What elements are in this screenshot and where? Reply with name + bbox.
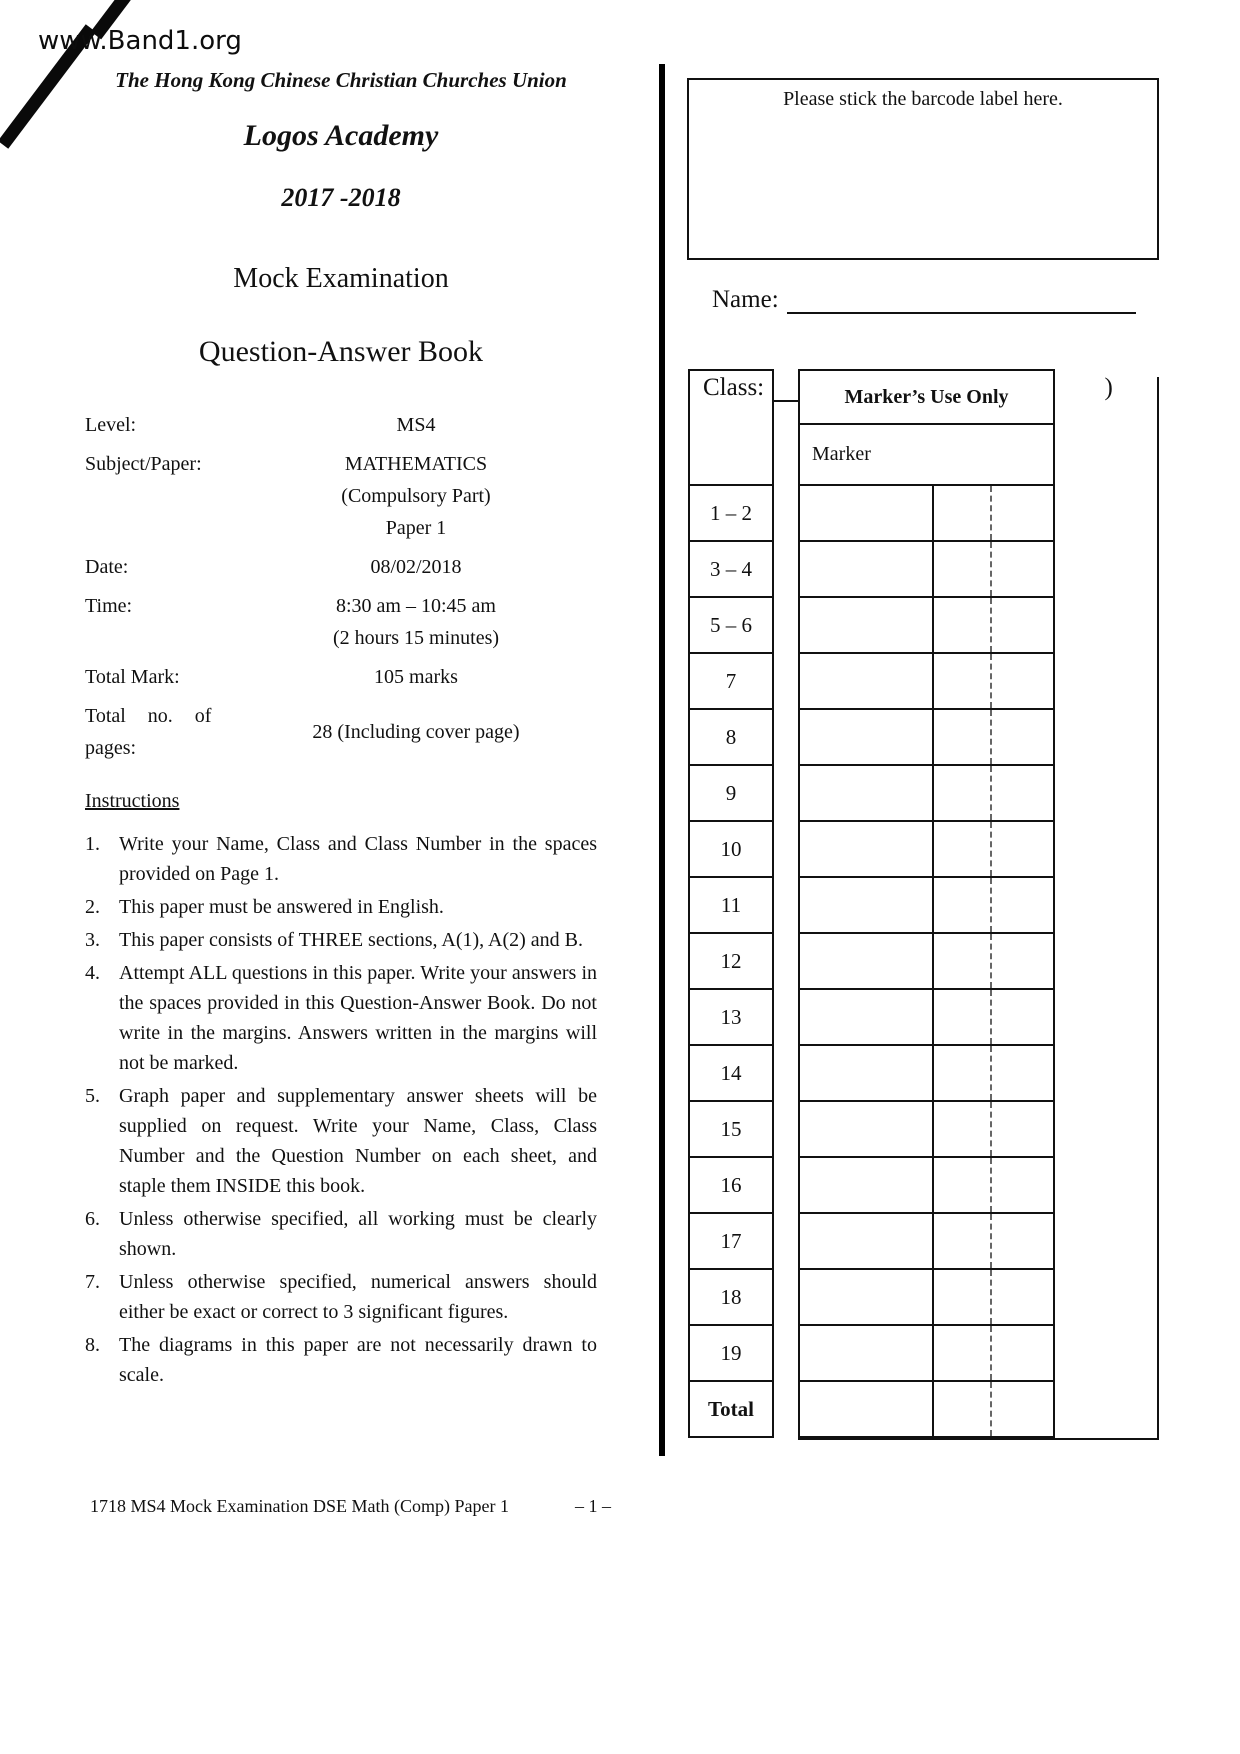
marker-grid-cell (800, 710, 934, 764)
instruction-number: 7. (85, 1271, 100, 1293)
question-number-cell: 15 (688, 1100, 774, 1158)
marker-grid-row (798, 596, 1055, 654)
detail-value-line: MS4 (396, 414, 436, 436)
marker-grid-cell (934, 1382, 992, 1436)
detail-value (235, 409, 597, 441)
instruction-item (85, 1267, 597, 1327)
detail-label-line: Level: (85, 414, 137, 436)
instruction-text: The diagrams in this paper are not necessarily drawn to scale. (119, 1334, 597, 1386)
detail-value-line: 08/02/2018 (370, 556, 462, 578)
question-number-cell: 5 – 6 (688, 596, 774, 654)
detail-label (85, 409, 235, 441)
detail-value (235, 590, 597, 654)
instruction-text: Attempt ALL questions in this paper. Write your answers in the spaces provided in this Question-Answer Book. Do not write in the margins. Answers written in the margins will not be marked. (119, 962, 597, 1074)
marker-grid-cell (934, 878, 992, 932)
marker-grid-cell (934, 1102, 992, 1156)
column-divider (659, 64, 665, 1456)
question-number-cell: 10 (688, 820, 774, 878)
organization-title: The Hong Kong Chinese Christian Churches Union (115, 68, 567, 92)
school-year: 2017 -2018 (281, 183, 401, 212)
instruction-number: 6. (85, 1208, 100, 1230)
question-number-cell: 11 (688, 876, 774, 934)
detail-label (85, 448, 235, 480)
marker-grid-row (798, 1212, 1055, 1270)
marker-grid-row (798, 1100, 1055, 1158)
marker-grid-cell (800, 1158, 934, 1212)
marker-grid-cell (992, 710, 1053, 764)
marker-grid-cell (934, 766, 992, 820)
marker-grid-cell (992, 486, 1053, 540)
barcode-box-label: Please stick the barcode label here. (783, 88, 1063, 110)
marker-grid-cell (934, 1270, 992, 1324)
question-number-cell: 19 (688, 1324, 774, 1382)
marker-grid-cell (934, 1046, 992, 1100)
instruction-text: This paper consists of THREE sections, A(1), A(2) and B. (119, 929, 584, 951)
instruction-number: 8. (85, 1334, 100, 1356)
marker-grid-cell (800, 654, 934, 708)
detail-row (85, 448, 597, 544)
marker-grid-cell (800, 990, 934, 1044)
question-number-column (688, 369, 774, 1438)
marker-grid-row (798, 1044, 1055, 1102)
instruction-number: 1. (85, 833, 100, 855)
detail-label-line: Time: (85, 595, 133, 617)
marker-grid-row (798, 932, 1055, 990)
instruction-number: 4. (85, 962, 100, 984)
detail-value-line: MATHEMATICS (344, 453, 488, 475)
marker-grid-cell (992, 1382, 1053, 1436)
exam-title: Mock Examination (233, 263, 449, 294)
detail-label (85, 700, 235, 764)
marker-grid-cell (800, 1270, 934, 1324)
marker-grid-cell (992, 1102, 1053, 1156)
marker-grid-cell (800, 1102, 934, 1156)
marker-grid-cell (800, 1214, 934, 1268)
marker-grid-cell (992, 878, 1053, 932)
detail-row (85, 661, 597, 693)
marker-grid-cell (800, 822, 934, 876)
detail-value-line: 105 marks (374, 666, 458, 688)
marker-subheader: Marker (798, 423, 1055, 486)
detail-value-line: 8:30 am – 10:45 am (336, 595, 496, 617)
marker-grid-cell (992, 654, 1053, 708)
marker-grid-cell (800, 542, 934, 596)
marker-grid-cell (800, 1382, 934, 1436)
question-number-cell: 13 (688, 988, 774, 1046)
instruction-number: 5. (85, 1085, 100, 1107)
detail-value-line: (2 hours 15 minutes) (332, 627, 500, 649)
marker-grid-cell (992, 542, 1053, 596)
marker-grid-cell (934, 934, 992, 988)
marker-grid-cell (992, 934, 1053, 988)
marker-grid-cell (992, 1158, 1053, 1212)
question-number-cell: 8 (688, 708, 774, 766)
detail-row (85, 700, 597, 764)
marker-grid-cell (992, 1270, 1053, 1324)
footer-page-number: – 1 – (575, 1496, 611, 1516)
marker-table-title: Marker’s Use Only (798, 369, 1055, 425)
question-number-cell: 1 – 2 (688, 484, 774, 542)
left-column (85, 68, 597, 1393)
marker-grid-cell (800, 598, 934, 652)
detail-label (85, 551, 235, 583)
marker-grid-cell (992, 822, 1053, 876)
marker-grid-cell (934, 1326, 992, 1380)
marker-grid-cell (934, 710, 992, 764)
barcode-box (687, 78, 1159, 260)
marker-grid-cell (800, 766, 934, 820)
instruction-item (85, 958, 597, 1078)
detail-value-line: (Compulsory Part) (341, 485, 491, 507)
marker-grid-cell (992, 598, 1053, 652)
name-label: Name: (712, 286, 779, 313)
name-field-line (787, 284, 1136, 314)
marker-grid-row (798, 876, 1055, 934)
class-label: Class: (703, 374, 765, 401)
marker-grid-row (798, 1324, 1055, 1382)
question-number-cell: Total (688, 1380, 774, 1438)
detail-label-line: Date: (85, 556, 129, 578)
marker-grid-row (798, 820, 1055, 878)
marker-grid-cell (992, 766, 1053, 820)
instruction-item (85, 1204, 597, 1264)
marker-grid-cell (934, 486, 992, 540)
detail-value (235, 551, 597, 583)
instruction-item (85, 1330, 597, 1390)
marker-grid-row (798, 484, 1055, 542)
name-row (712, 284, 1136, 314)
book-title: Question-Answer Book (198, 335, 484, 368)
marker-grid-row (798, 1268, 1055, 1326)
question-number-cell: 12 (688, 932, 774, 990)
marker-grid-cell (934, 542, 992, 596)
marker-grid-cell (934, 654, 992, 708)
marker-grid-cell (992, 1046, 1053, 1100)
instruction-text: Graph paper and supplementary answer sheets will be supplied on request. Write your Name, Class, Class Number and the Question Number on each sheet, and staple them INSIDE this book. (119, 1085, 597, 1197)
marker-grid-cell (800, 1046, 934, 1100)
detail-value (235, 661, 597, 693)
question-number-cell: 7 (688, 652, 774, 710)
marker-grid-row (798, 652, 1055, 710)
question-number-cell: 3 – 4 (688, 540, 774, 598)
table-outer-right-border (1157, 377, 1159, 1440)
marker-grid-cell (800, 878, 934, 932)
detail-row (85, 590, 597, 654)
marker-grid-cell (800, 934, 934, 988)
marker-grid-row (798, 540, 1055, 598)
marker-grid-row (798, 988, 1055, 1046)
marker-grid-cell (934, 1214, 992, 1268)
instruction-item (85, 829, 597, 889)
marker-grid-cell (992, 990, 1053, 1044)
detail-value-line: 28 (Including cover page) (312, 721, 520, 743)
watermark-url: www.Band1.org (38, 26, 242, 56)
instructions-list (85, 829, 597, 1390)
question-number-cell: 14 (688, 1044, 774, 1102)
instruction-text: This paper must be answered in English. (119, 896, 444, 918)
question-number-cell: 18 (688, 1268, 774, 1326)
instruction-number: 3. (85, 929, 100, 951)
footer-document-title: 1718 MS4 Mock Examination DSE Math (Comp) Paper 1 (90, 1496, 509, 1516)
instruction-text: Unless otherwise specified, numerical answers should either be exact or correct to 3 significant figures. (119, 1271, 597, 1323)
detail-label-line: Subject/Paper: (85, 453, 202, 475)
instruction-number: 2. (85, 896, 100, 918)
detail-label-line: pages: (85, 737, 137, 759)
question-number-cell: 17 (688, 1212, 774, 1270)
detail-label-line: Total Mark: (85, 666, 180, 688)
detail-row (85, 551, 597, 583)
marker-grid (798, 369, 1055, 1438)
marker-grid-row (798, 1380, 1055, 1438)
question-number-cell: 16 (688, 1156, 774, 1214)
table-outer-bottom-border (798, 1438, 1159, 1440)
details (85, 409, 597, 764)
instruction-text: Write your Name, Class and Class Number in the spaces provided on Page 1. (119, 833, 597, 885)
instructions-heading: Instructions (85, 790, 180, 812)
marker-grid-row (798, 1156, 1055, 1214)
instruction-item (85, 925, 597, 955)
detail-label (85, 661, 235, 693)
marker-grid-cell (800, 1326, 934, 1380)
school-title: Logos Academy (243, 119, 439, 152)
marker-grid-cell (800, 486, 934, 540)
detail-row (85, 409, 597, 441)
question-number-header-cell (688, 369, 774, 486)
marker-grid-row (798, 708, 1055, 766)
class-number-paren-close: ) (1104, 374, 1113, 401)
marker-grid-cell (992, 1326, 1053, 1380)
marker-grid-cell (934, 822, 992, 876)
detail-value (235, 448, 597, 544)
marker-grid-cell (934, 598, 992, 652)
detail-label (85, 590, 235, 622)
marker-grid-row (798, 764, 1055, 822)
marker-grid-cell (992, 1214, 1053, 1268)
question-number-cell: 9 (688, 764, 774, 822)
marker-grid-cell (934, 1158, 992, 1212)
detail-value-line: Paper 1 (385, 517, 447, 539)
detail-value (235, 716, 597, 748)
detail-label-line: Total no. of (85, 705, 212, 727)
instruction-text: Unless otherwise specified, all working must be clearly shown. (119, 1208, 597, 1260)
marker-grid-cell (934, 990, 992, 1044)
instruction-item (85, 1081, 597, 1201)
instruction-item (85, 892, 597, 922)
